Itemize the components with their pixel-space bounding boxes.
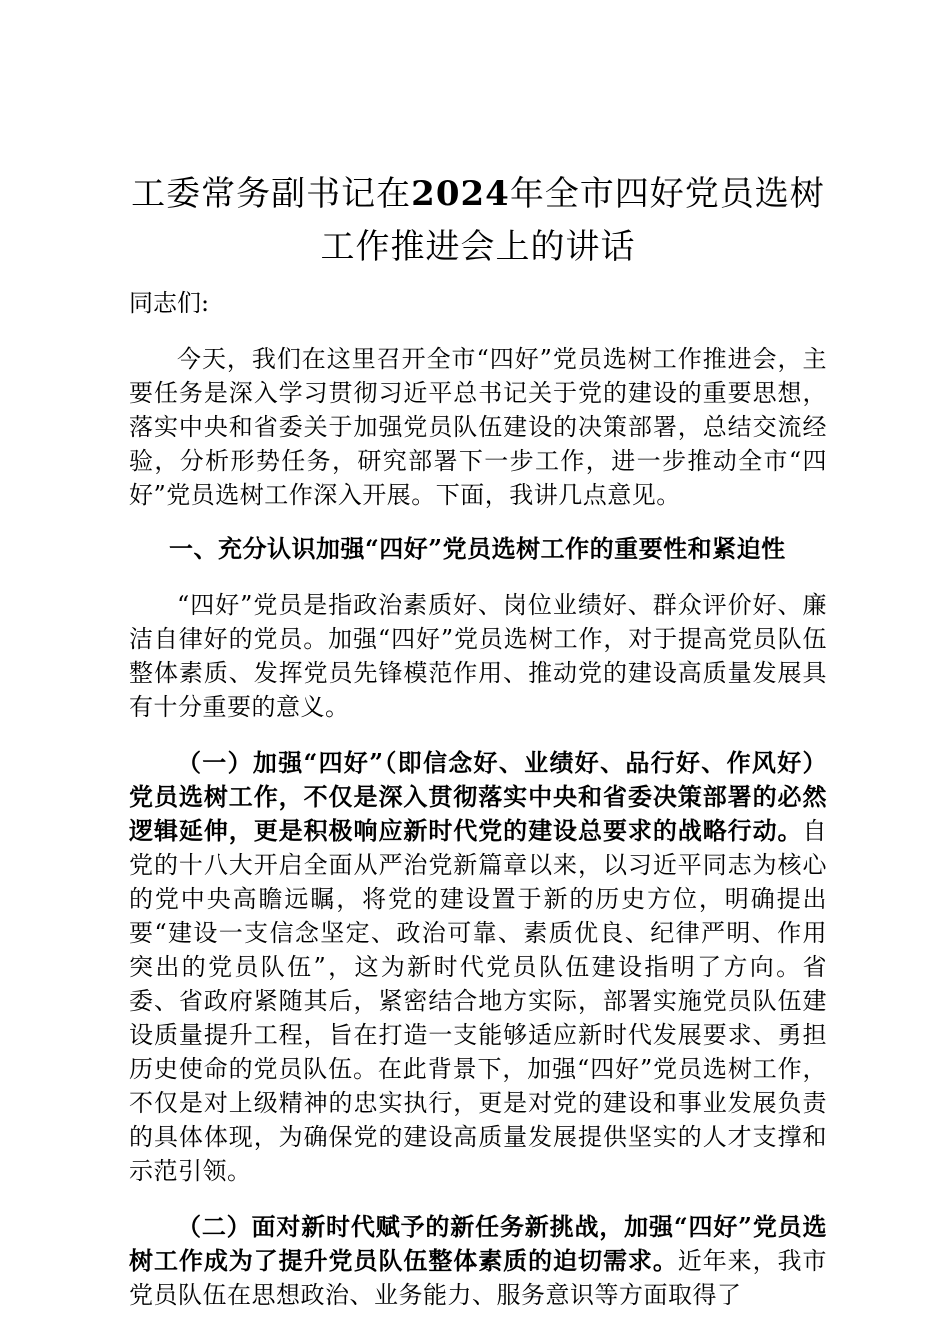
intro-paragraph: 今天，我们在这里召开全市“四好”党员选树工作推进会，主要任务是深入学习贯彻习近平总书记关于党的建设的重要思想，落实中央和省委关于加强党员队伍建设的决策部署，总结交流经验，分析形势任务，研究部署下一步工作，进一步推动全市“四好”党员选树工作深入开展。下面，我讲几点意见。 <box>129 345 827 509</box>
section1-paragraph: “四好”党员是指政治素质好、岗位业绩好、群众评价好、廉洁自律好的党员。加强“四好”党员选树工作，对于提高党员队伍整体素质、发挥党员先锋模范作用、推动党的建设高质量发展具有十分重要的意义。 <box>129 591 827 721</box>
point2-lead: （二）面对新时代赋予的新任务新挑战，加强“四好”党员选树工作成为了提升党员队伍整体素质的迫切需求。 <box>129 1212 827 1275</box>
point2-body: 近年来，我市党员队伍在思想政治、业务能力、服务意识等方面取得了 <box>129 1247 828 1309</box>
point1-lead: （一）加强“四好”（即信念好、业绩好、品行好、作风好）党员选树工作，不仅是深入贯彻落实中央和省委决策部署的必然逻辑延伸，更是积极响应新时代党的建设总要求的战略行动。 <box>129 748 827 845</box>
document-page <box>129 168 827 1312</box>
title-year: 2024 <box>411 174 510 214</box>
title-part2: 年全市四好党员选树 <box>509 174 825 214</box>
point1-paragraph <box>129 746 827 1188</box>
section1-heading: 一、充分认识加强“四好”党员选树工作的重要性和紧迫性 <box>169 534 786 563</box>
title-line2: 工作推进会上的讲话 <box>320 227 636 267</box>
point2-paragraph <box>129 1210 827 1312</box>
document-title <box>129 168 827 274</box>
salutation: 同志们: <box>129 289 210 317</box>
title-part1: 工委常务副书记在 <box>131 174 412 214</box>
point1-body: 自党的十八大开启全面从严治党新篇章以来，以习近平同志为核心的党中央高瞻远瞩，将党的建设置于新的历史方位，明确提出要“建设一支信念坚定、政治可靠、素质优良、纪律严明、作用突出的党员队伍”，这为新时代党员队伍建设指明了方向。省委、省政府紧随其后，紧密结合地方实际，部署实施党员队伍建设质量提升工程，旨在打造一支能够适应新时代发展要求、勇担历史使命的党员队伍。在此背景下，加强“四好”党员选树工作，不仅是对上级精神的忠实执行，更是对党的建设和事业发展负责的具体体现，为确保党的建设高质量发展提供坚实的人才支撑和示范引领。 <box>129 817 827 1185</box>
